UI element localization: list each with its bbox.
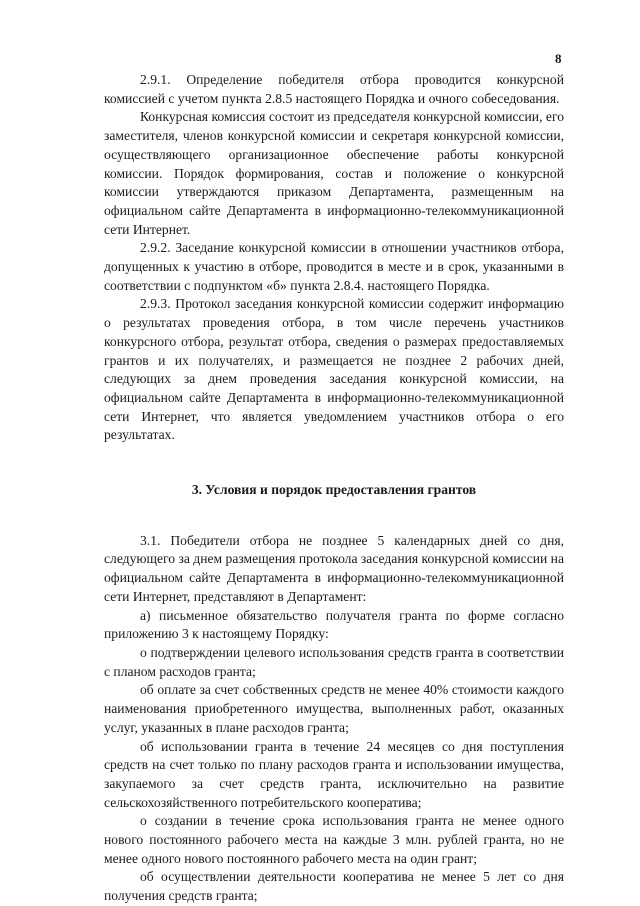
paragraph-2-9-2: 2.9.2. Заседание конкурсной комиссии в отношении участников отбора, допущенных к участию в отборе, проводится в месте и в срок, указанными в соответствии с подпунктом «б» пункта 2.8.4. настоящего Порядка. xyxy=(104,240,564,293)
paragraph-3-1: 3.1. Победители отбора не позднее 5 календарных дней со дня, следующего за днем размещения протокола заседания конкурсной комиссии на официальном сайте Департамента в информационно-телекоммуникационной сети Интернет, представляют в Департамент: xyxy=(104,532,564,604)
paragraph-2-9-3: 2.9.3. Протокол заседания конкурсной комиссии содержит информацию о результатах проведения отбора, в том числе перечень участников конкурсного отбора, результат отбора, сведения о размерах предоставляемых грантов и их получателях, и размещается не позднее 2 рабочих дней, следующих за днем проведения заседания конкурсной комиссии, на официальном сайте Департамента в информационно-телекоммуникационной сети Интернет, что является уведомлением участников отбора о его результатах. xyxy=(104,296,564,443)
paragraph-commission-composition: Конкурсная комиссия состоит из председателя конкурсной комиссии, его заместителя, членов конкурсной комиссии и секретаря конкурсной комиссии, осуществляющего организационное обеспечение работы конкурсной комиссии. Порядок формирования, состав и положение о конкурсной комиссии утверждаются приказом Департамента, размещенным на официальном сайте Департамента в информационно-телекоммуникационной сети Интернет. xyxy=(104,109,564,237)
list-item-new-jobs: о создании в течение срока использования гранта не менее одного нового постоянного рабочего места на каждые 3 млн. рублей гранта, но не менее одного нового постоянного рабочего места на один грант; xyxy=(104,813,564,866)
list-item-grant-use-period: об использовании гранта в течение 24 месяцев со дня поступления средств на счет только по плану расходов гранта и использовании имущества, закупаемого за счет средств гранта, исключительно на развитие сельскохозяйственного потребительского кооператива; xyxy=(104,738,564,810)
section-heading: 3. Условия и порядок предоставления грантов xyxy=(191,482,477,498)
paragraph-2-9-1: 2.9.1. Определение победителя отбора проводится конкурсной комиссией с учетом пункта 2.8.5 настоящего Порядка и очного собеседования. xyxy=(104,72,564,106)
page-number: 8 xyxy=(555,51,562,66)
list-item-cooperative-activity: об осуществлении деятельности кооператива не менее 5 лет со дня получения средств гранта; xyxy=(104,869,564,904)
list-item-target-use: о подтверждении целевого использования средств гранта в соответствии с планом расходов гранта; xyxy=(104,644,564,679)
list-item-own-funds: об оплате за счет собственных средств не менее 40% стоимости каждого наименования приобретенного имущества, выполненных работ, оказанных услуг, указанных в плане расходов гранта; xyxy=(104,682,564,735)
document-body xyxy=(104,71,564,906)
paragraph-3-1-a: а) письменное обязательство получателя гранта по форме согласно приложению 3 к настоящему Порядку: xyxy=(104,607,564,642)
